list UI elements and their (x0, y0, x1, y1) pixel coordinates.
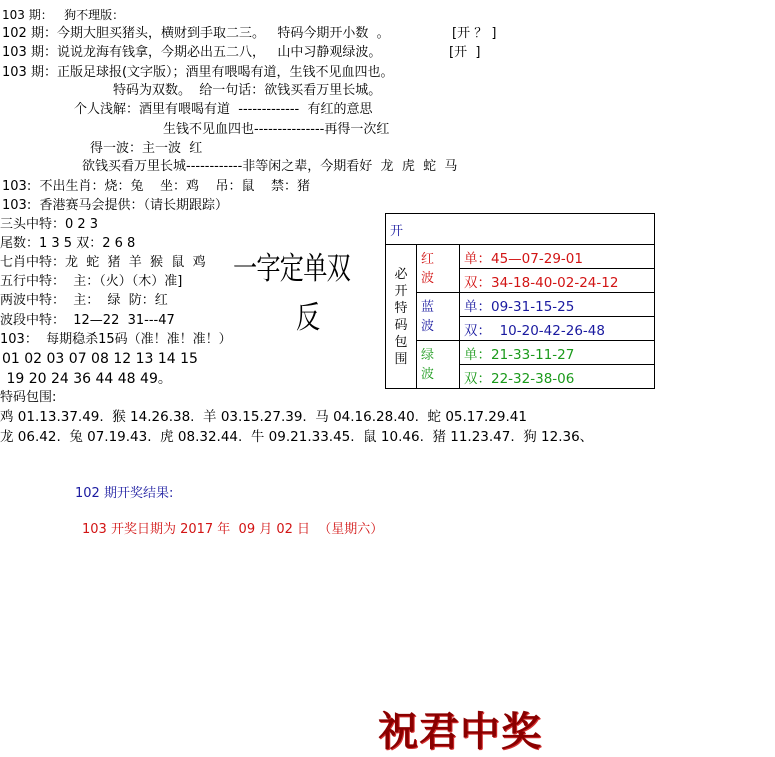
header-line-3: 103 期：说说龙海有钱拿，今期必出五二八， 山中习静观绿波。 (2, 45, 382, 60)
seven-zodiac: 七肖中特：龙 蛇 猪 羊 猴 鼠 鸡 (0, 255, 206, 270)
blue-single-row: 单：09-31-15-25 (460, 293, 655, 317)
special-codes-row-2: 龙 06.42. 兔 07.19.43. 虎 08.32.44. 牛 09.21.33.45. 鼠 10.46. 猪 11.23.47. 狗 12.36、 (0, 429, 594, 445)
riddle-line-4: 欲钱买看万里长城------------非等闲之辈，今期看好 龙 虎 蛇 马 (82, 159, 458, 174)
vertical-label: 必 开 特 码 包 围 (386, 245, 417, 389)
color-wave-table (385, 213, 655, 389)
head-three: 三头中特：0 2 3 (0, 217, 99, 232)
riddle-line-3: 得一波：主一波 红 (90, 141, 203, 156)
header-line-3-bracket: [开 ] (449, 45, 481, 60)
blue-wave-label: 蓝 波 (417, 293, 460, 341)
table-title: 开 (386, 214, 655, 245)
two-waves: 两波中特： 主： 绿 防：红 (0, 293, 168, 308)
green-wave-label: 绿 波 (417, 341, 460, 389)
headline-sub: 反 (296, 300, 320, 336)
five-elements: 五行中特： 主：（火）（木）准] (0, 274, 183, 289)
zodiac-source: 103: 香港赛马会提供：（请长期跟踪） (2, 198, 228, 213)
riddle-hint: 特码为双数。 给一句话：欲钱买看万里长城。 (113, 83, 382, 98)
codes-row-2: 19 20 24 36 44 48 49。 (2, 371, 172, 387)
red-wave-label: 红 波 (417, 245, 460, 293)
riddle-line-2: 生钱不见血四也---------------再得一次红 (163, 122, 390, 137)
codes-row-1: 01 02 03 07 08 12 13 14 15 (2, 351, 198, 367)
headline-main: 一字定单双 (233, 251, 350, 287)
draw-date: 103 开奖日期为 2017 年 09 月 02 日 （星期六） (82, 522, 384, 537)
fifteen-codes: 103： 每期稳杀15码（准！准！准！） (0, 332, 232, 347)
header-line-1: 103 期： 狗不理版： (2, 8, 125, 22)
header-line-2-bracket: [开 ？ ] (452, 26, 497, 41)
header-line-4: 103 期：正版足球报(文字版）；酒里有喂喝有道，生钱不见血四也。 (2, 65, 394, 80)
green-double-row: 双：22-32-38-06 (460, 365, 655, 389)
blue-double-row: 双： 10-20-42-26-48 (460, 317, 655, 341)
special-codes-title: 特码包围: (0, 390, 57, 405)
wave-segment: 波段中特： 12—22 31---47 (0, 313, 175, 328)
results-label: 102 期开奖结果: (75, 486, 174, 501)
green-single-row: 单：21-33-11-27 (460, 341, 655, 365)
red-single-row: 单：45—07-29-01 (460, 245, 655, 269)
blessing-text: 祝君中奖 (378, 708, 542, 755)
riddle-analysis: 个人浅解：酒里有喂喝有道 ------------- 有红的意思 (74, 102, 373, 117)
header-line-2: 102 期：今期大胆买猪头，横财到手取二三。 特码今期开小数 。 (2, 26, 390, 41)
tail-numbers: 尾数：1 3 5 双：2 6 8 (0, 236, 136, 251)
red-double-row: 双：34-18-40-02-24-12 (460, 269, 655, 293)
zodiac-not-out: 103: 不出生肖：烧：兔 坐：鸡 吊：鼠 禁：猪 (2, 179, 311, 194)
special-codes-row-1: 鸡 01.13.37.49. 猴 14.26.38. 羊 03.15.27.39. 马 04.16.28.40. 蛇 05.17.29.41 (0, 409, 527, 425)
